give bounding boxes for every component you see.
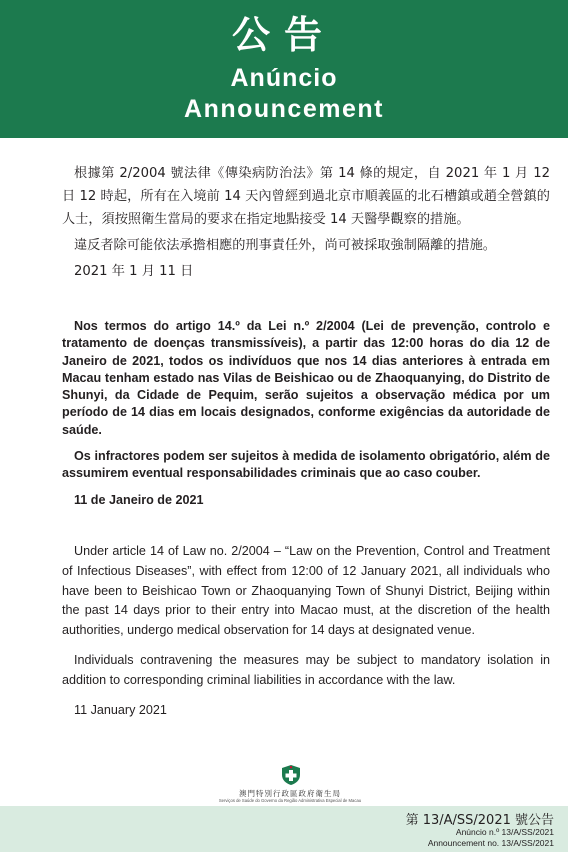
portuguese-date: 11 de Janeiro de 2021 [74,492,204,507]
english-date: 11 January 2021 [74,702,167,717]
title-english: Announcement [184,95,384,123]
reference-number-english: Announcement no. 13/A/SS/2021 [427,838,554,848]
chinese-paragraph-2: 違反者除可能依法承擔相應的刑事責任外，尚可被採取強制隔離的措施。 [74,238,496,253]
health-bureau-cross-icon [280,764,302,786]
portuguese-paragraph-1: Nos termos do artigo 14.º da Lei n.º 2/2004 (Lei de prevenção, controlo e tratamento de doenças transmissíveis), a partir das 12:00 horas do dia 12 de Janeiro de 2021, todos os indivíduos que nos 14 dias anteriores à entrada em Macau tenham estado nas Vilas de Beishicao ou de Zhaoquanying, do Distrito de Shunyi, da Cidade de Pequim, serão sujeitos a observação médica por um período de 14 dias em locais designados, conforme exigências da autoridade de saúde. [62,319,550,437]
health-bureau-logo [215,764,365,804]
announcement-body [62,162,550,720]
portuguese-section [62,318,550,509]
reference-number-chinese: 第 13/A/SS/2021 號公告 [405,813,554,828]
chinese-section [62,162,550,283]
logo-chinese-text: 澳門特別行政區政府衛生局 [239,789,341,798]
chinese-paragraph-1: 根據第 2/2004 號法律《傳染病防治法》第 14 條的規定，自 2021 年 1 月 12 日 12 時起，所有在入境前 14 天內曾經到過北京市順義區的北石槽鎮或趙全營鎮的人士，須按照衛生當局的要求在指定地點接受 14 天醫學觀察的措施。 [62,166,550,227]
title-portuguese: Anúncio [230,64,338,92]
announcement-header [0,0,568,138]
english-paragraph-2: Individuals contravening the measures may be subject to mandatory isolation in addition to corresponding criminal liabilities in accordance with the law. [62,652,550,687]
english-section [62,542,550,720]
portuguese-paragraph-2: Os infractores podem ser sujeitos à medida de isolamento obrigatório, além de assumirem eventual responsabilidades criminais que ao caso couber. [62,449,550,481]
title-chinese: 公告 [231,13,336,57]
english-paragraph-1: Under article 14 of Law no. 2/2004 – “Law on the Prevention, Control and Treatment of Infectious Diseases”, with effect from 12:00 of 12 January 2021, all individuals who have been to Beishicao Town or Zhaoquanying Town of Shunyi District, Beijing within the past 14 days prior to their entry into Macao must, at the discretion of the health authorities, undergo medical observation for 14 days at designated venue. [62,543,550,638]
logo-portuguese-text: Serviços de Saúde do Governo da Região Administrativa Especial de Macau [218,798,362,803]
chinese-date: 2021 年 1 月 11 日 [74,264,194,279]
reference-number-portuguese: Anúncio n.º 13/A/SS/2021 [455,827,554,837]
